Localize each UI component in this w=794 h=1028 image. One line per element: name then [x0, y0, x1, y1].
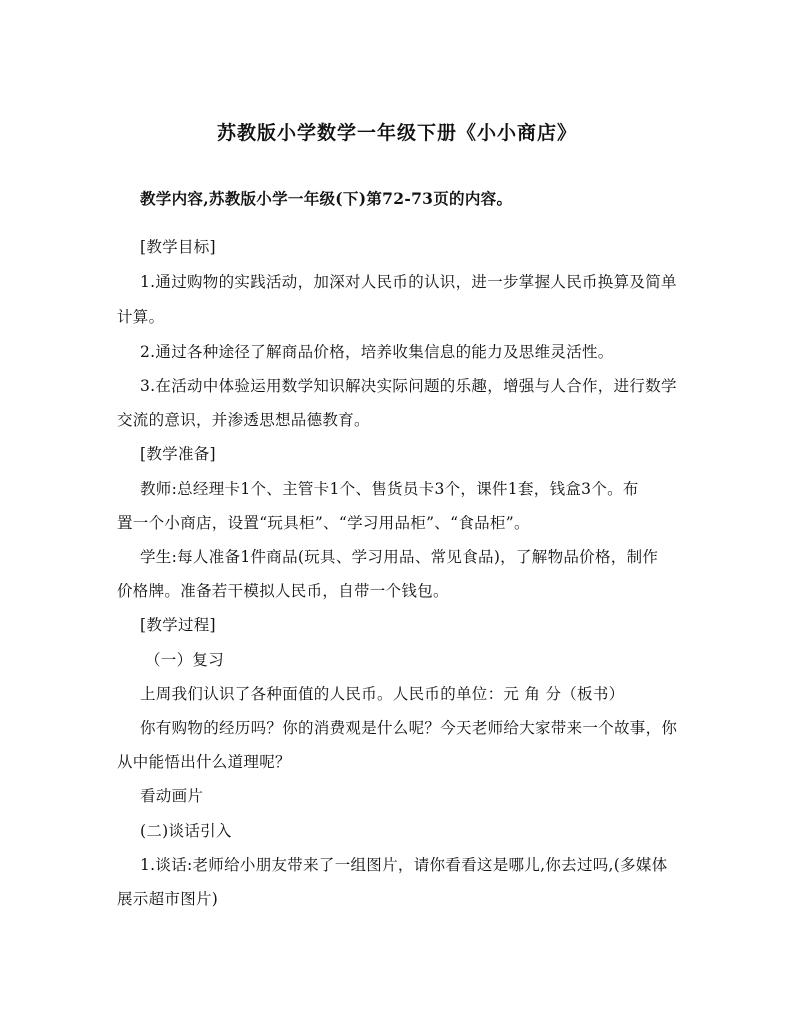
- student-prep-line-2: 价格牌。准备若干模拟人民币，自带一个钱包。: [117, 582, 449, 600]
- section-heading-prep: [教学准备]: [140, 445, 216, 463]
- goal-1-line-1: 1.通过购物的实践活动，加深对人民币的认识，进一步掌握人民币换算及简单: [140, 273, 677, 291]
- document-title: 苏教版小学数学一年级下册《小小商店》: [216, 122, 577, 144]
- section-heading-goals: [教学目标]: [140, 238, 216, 256]
- question-line-2: 从中能悟出什么道理呢？: [117, 753, 291, 771]
- teacher-prep-line-2: 置一个小商店，设置“玩具柜”、“学习用品柜”、“食品柜”。: [117, 514, 530, 532]
- talk-line-2: 展示超市图片): [117, 890, 219, 908]
- goal-3-line-1: 3.在活动中体验运用数学知识解决实际问题的乐趣，增强与人合作，进行数学: [140, 377, 677, 395]
- content-intro: 教学内容,苏教版小学一年级(下)第72-73页的内容。: [140, 189, 513, 208]
- goal-1-line-2: 计算。: [117, 308, 165, 326]
- question-line-1: 你有购物的经历吗？你的消费观是什么呢？今天老师给大家带来一个故事，你: [140, 719, 678, 737]
- goal-2: 2.通过各种途径了解商品价格，培养收集信息的能力及思维灵活性。: [140, 343, 614, 361]
- review-line: 上周我们认识了各种面值的人民币。人民币的单位：元 角 分（板书）: [140, 685, 625, 703]
- step-review-heading: （一）复习: [145, 651, 225, 669]
- section-heading-process: [教学过程]: [140, 616, 216, 634]
- teacher-prep-line-1: 教师:总经理卡1个、主管卡1个、售货员卡3个，课件1套，钱盒3个。布: [140, 480, 639, 498]
- goal-3-line-2: 交流的意识，并渗透思想品德教育。: [117, 411, 370, 429]
- animation-line: 看动画片: [140, 787, 204, 805]
- student-prep-line-1: 学生:每人准备1件商品(玩具、学习用品、常见食品)，了解物品价格，制作: [140, 548, 659, 566]
- step-intro-heading: (二)谈话引入: [140, 822, 232, 840]
- talk-line-1: 1.谈话:老师给小朋友带来了一组图片，请你看看这是哪儿,你去过吗,(多媒体: [140, 856, 668, 874]
